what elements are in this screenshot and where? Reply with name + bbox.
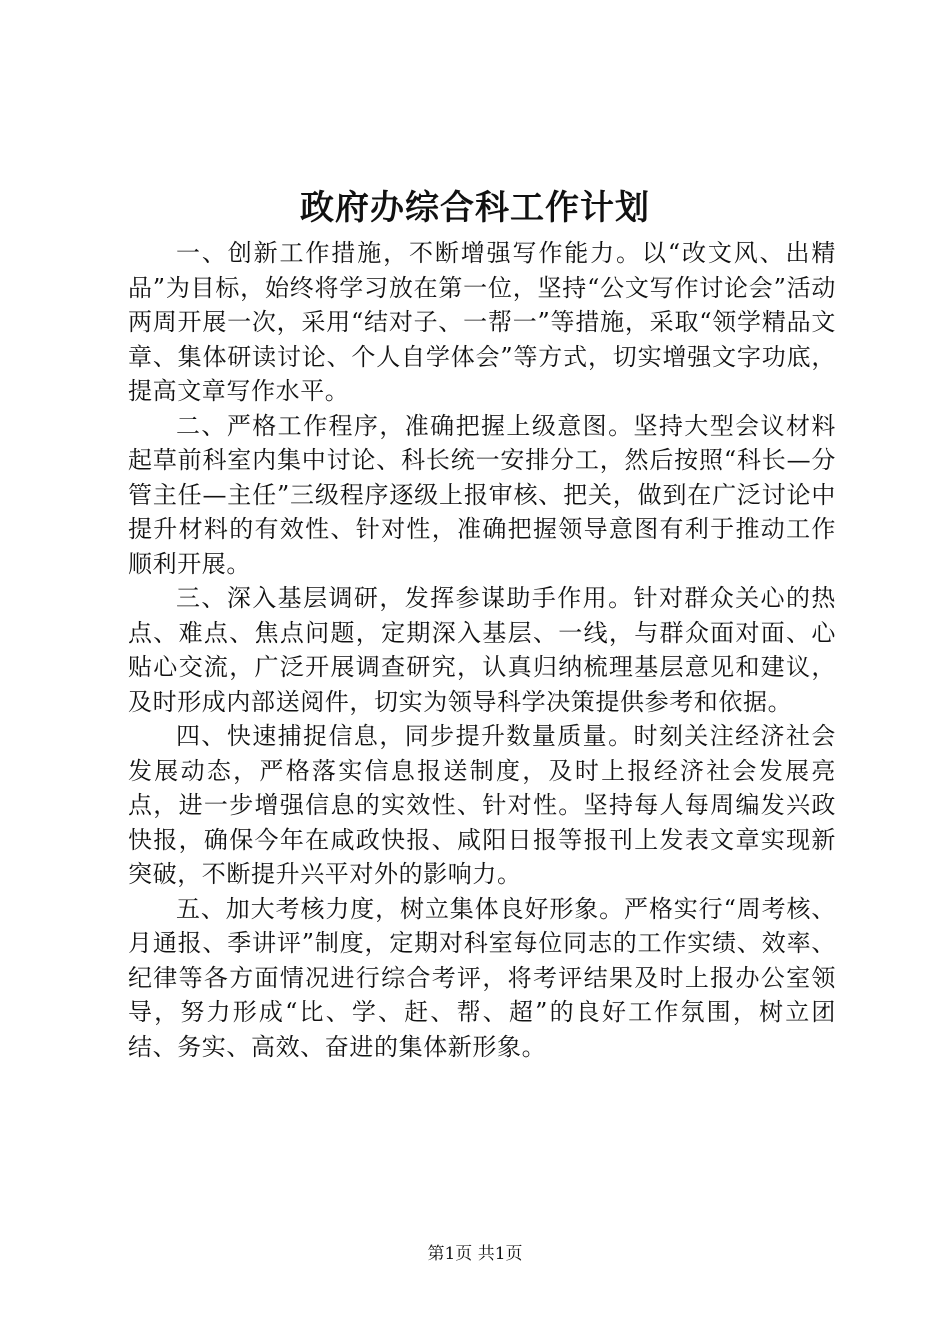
paragraph-2: 二、严格工作程序，准确把握上级意图。坚持大型会议材料起草前科室内集中讨论、科长统一安排分工，然后按照“科长—分管主任—主任”三级程序逐级上报审核、把关，做到在广泛讨论中提升材料的有效性、针对性，准确把握领导意图有利于推动工作顺利开展。 <box>128 411 836 578</box>
paragraph-5: 五、加大考核力度，树立集体良好形象。严格实行“周考核、月通报、季讲评”制度，定期对科室每位同志的工作实绩、效率、纪律等各方面情况进行综合考评，将考评结果及时上报办公室领导，努力形成“比、学、赶、帮、超”的良好工作氛围，树立团结、务实、高效、奋进的集体新形象。 <box>128 894 836 1061</box>
paragraph-1: 一、创新工作措施，不断增强写作能力。以“改文风、出精品”为目标，始终将学习放在第一位，坚持“公文写作讨论会”活动两周开展一次，采用“结对子、一帮一”等措施，采取“领学精品文章、集体研读讨论、个人自学体会”等方式，切实增强文字功底，提高文章写作水平。 <box>128 239 836 405</box>
document-body <box>128 236 836 1064</box>
paragraph-3: 三、深入基层调研，发挥参谋助手作用。针对群众关心的热点、难点、焦点问题，定期深入基层、一线，与群众面对面、心贴心交流，广泛开展调查研究，认真归纳梳理基层意见和建议，及时形成内部送阅件，切实为领导科学决策提供参考和依据。 <box>128 584 836 716</box>
page-number: 第1页 共1页 <box>427 1244 523 1264</box>
document-title: 政府办综合科工作计划 <box>300 188 650 228</box>
paragraph-4: 四、快速捕捉信息，同步提升数量质量。时刻关注经济社会发展动态，严格落实信息报送制度，及时上报经济社会发展亮点，进一步增强信息的实效性、针对性。坚持每人每周编发兴政快报，确保今年在咸政快报、咸阳日报等报刊上发表文章实现新突破，不断提升兴平对外的影响力。 <box>128 722 836 888</box>
